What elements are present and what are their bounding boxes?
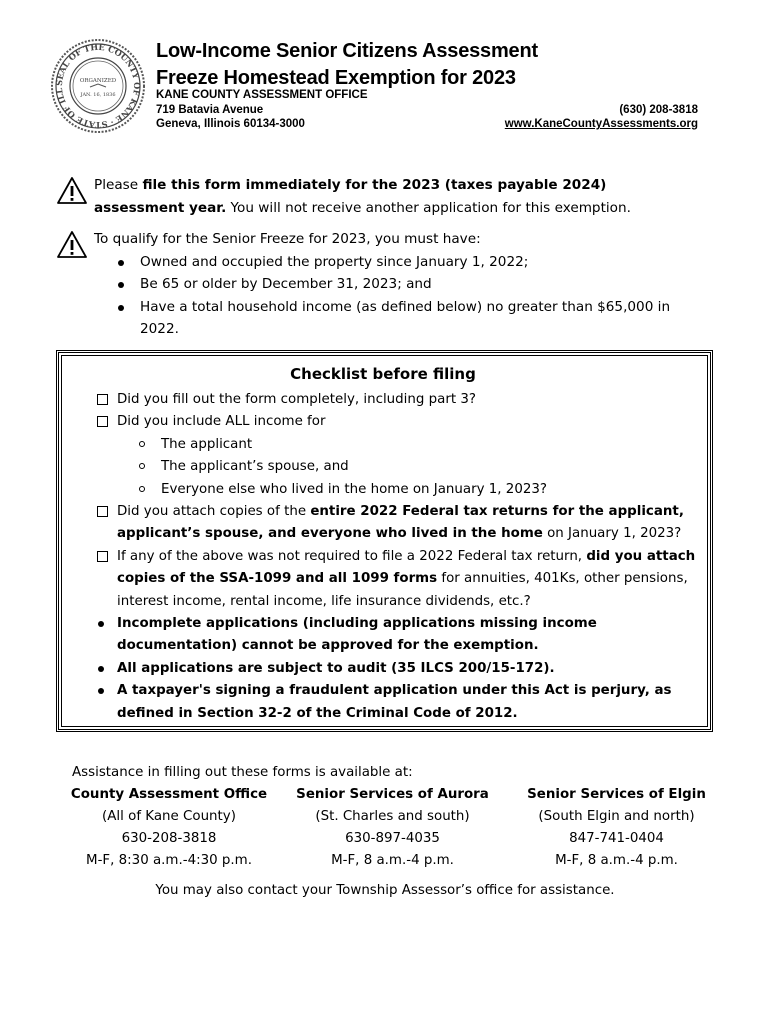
title-line-2: Freeze Homestead Exemption for 2023 (156, 67, 516, 89)
page-title (156, 38, 538, 92)
checklist-item: Did you fill out the form completely, including part 3? (95, 389, 707, 411)
office-street: 719 Batavia Avenue (156, 103, 264, 116)
office-col-county (64, 784, 274, 872)
list-item: Be 65 or older by December 31, 2023; and (94, 273, 698, 296)
checklist-note: A taxpayer's signing a fraudulent application under this Act is perjury, as defined in Section 32-2 of the Criminal Code of 2012. (95, 680, 707, 725)
svg-text:ORGANIZED: ORGANIZED (79, 78, 117, 84)
office-col-area: (All of Kane County) (102, 809, 236, 824)
office-col-area: (South Elgin and north) (538, 809, 695, 824)
checklist-note: All applications are subject to audit (35 ILCS 200/15-172). (95, 658, 707, 680)
township-assessor-note: You may also contact your Township Assessor’s office for assistance. (155, 883, 615, 898)
notice-file-immediately (56, 174, 706, 219)
checkbox[interactable] (97, 394, 108, 405)
checklist-item: If any of the above was not required to file a 2022 Federal tax return, did you attach copies of the SSA-1099 and all 1099 forms for annuities, 401Ks, other pensions, interest income, rental income, life insurance dividends, etc.? (95, 546, 707, 613)
title-line-1: Low-Income Senior Citizens Assessment (156, 40, 538, 62)
qualify-list (94, 251, 698, 341)
checkbox[interactable] (97, 416, 108, 427)
office-col-elgin (514, 784, 719, 872)
office-col-hours: M-F, 8 a.m.-4 p.m. (555, 853, 678, 868)
office-col-name: Senior Services of Aurora (296, 787, 489, 802)
office-col-phone: 630-208-3818 (121, 831, 217, 846)
office-col-name: Senior Services of Elgin (527, 787, 706, 802)
checklist-title: Checklist before filing (290, 365, 476, 383)
checklist-sub-item: The applicant (95, 434, 707, 456)
checklist-item: Did you attach copies of the entire 2022 Federal tax returns for the applicant, applicant’s spouse, and everyone who lived in the home on January 1, 2023? (95, 501, 707, 546)
svg-text:SEAL OF THE COUNTY OF KANE · S: SEAL OF THE COUNTY OF KANE · STATE OF ILL (53, 41, 143, 131)
checkbox[interactable] (97, 506, 108, 517)
notice-1-text: Please file this form immediately for the 2023 (taxes payable 2024) assessment year. You will not receive another application for this exemption. (94, 177, 631, 216)
checkbox[interactable] (97, 551, 108, 562)
warning-icon (56, 230, 88, 260)
office-col-phone: 630-897-4035 (345, 831, 440, 846)
svg-text:JAN. 16, 1836: JAN. 16, 1836 (80, 92, 116, 98)
office-city: Geneva, Illinois 60134-3000 (156, 118, 305, 130)
office-col-name: County Assessment Office (70, 787, 268, 802)
office-phone: (630) 208-3818 (619, 103, 698, 116)
warning-icon (56, 176, 88, 206)
notice-qualify (56, 228, 706, 341)
assistance-intro: Assistance in filling out these forms is available at: (72, 765, 413, 780)
office-col-hours: M-F, 8 a.m.-4 p.m. (331, 853, 454, 868)
office-col-area: (St. Charles and south) (315, 809, 470, 824)
checklist-sub-item: Everyone else who lived in the home on January 1, 2023? (95, 479, 707, 501)
office-website-link[interactable]: www.KaneCountyAssessments.org (504, 118, 698, 130)
checklist-sub-item: The applicant’s spouse, and (95, 456, 707, 478)
office-col-aurora (290, 784, 495, 872)
checklist-item: Did you include ALL income for (95, 411, 707, 433)
checklist-box (56, 350, 713, 732)
office-col-hours: M-F, 8:30 a.m.-4:30 p.m. (86, 853, 252, 868)
qualify-intro: To qualify for the Senior Freeze for 2023, you must have: (94, 231, 481, 247)
list-item: Have a total household income (as defined below) no greater than $65,000 in 2022. (94, 296, 698, 341)
office-col-phone: 847-741-0404 (569, 831, 664, 846)
office-name: KANE COUNTY ASSESSMENT OFFICE (156, 89, 368, 101)
county-seal-logo (50, 38, 146, 134)
checklist-note: Incomplete applications (including applications missing income documentation) cannot be approved for the exemption. (95, 613, 707, 658)
list-item: Owned and occupied the property since January 1, 2022; (94, 251, 698, 274)
office-address-block (156, 88, 698, 132)
